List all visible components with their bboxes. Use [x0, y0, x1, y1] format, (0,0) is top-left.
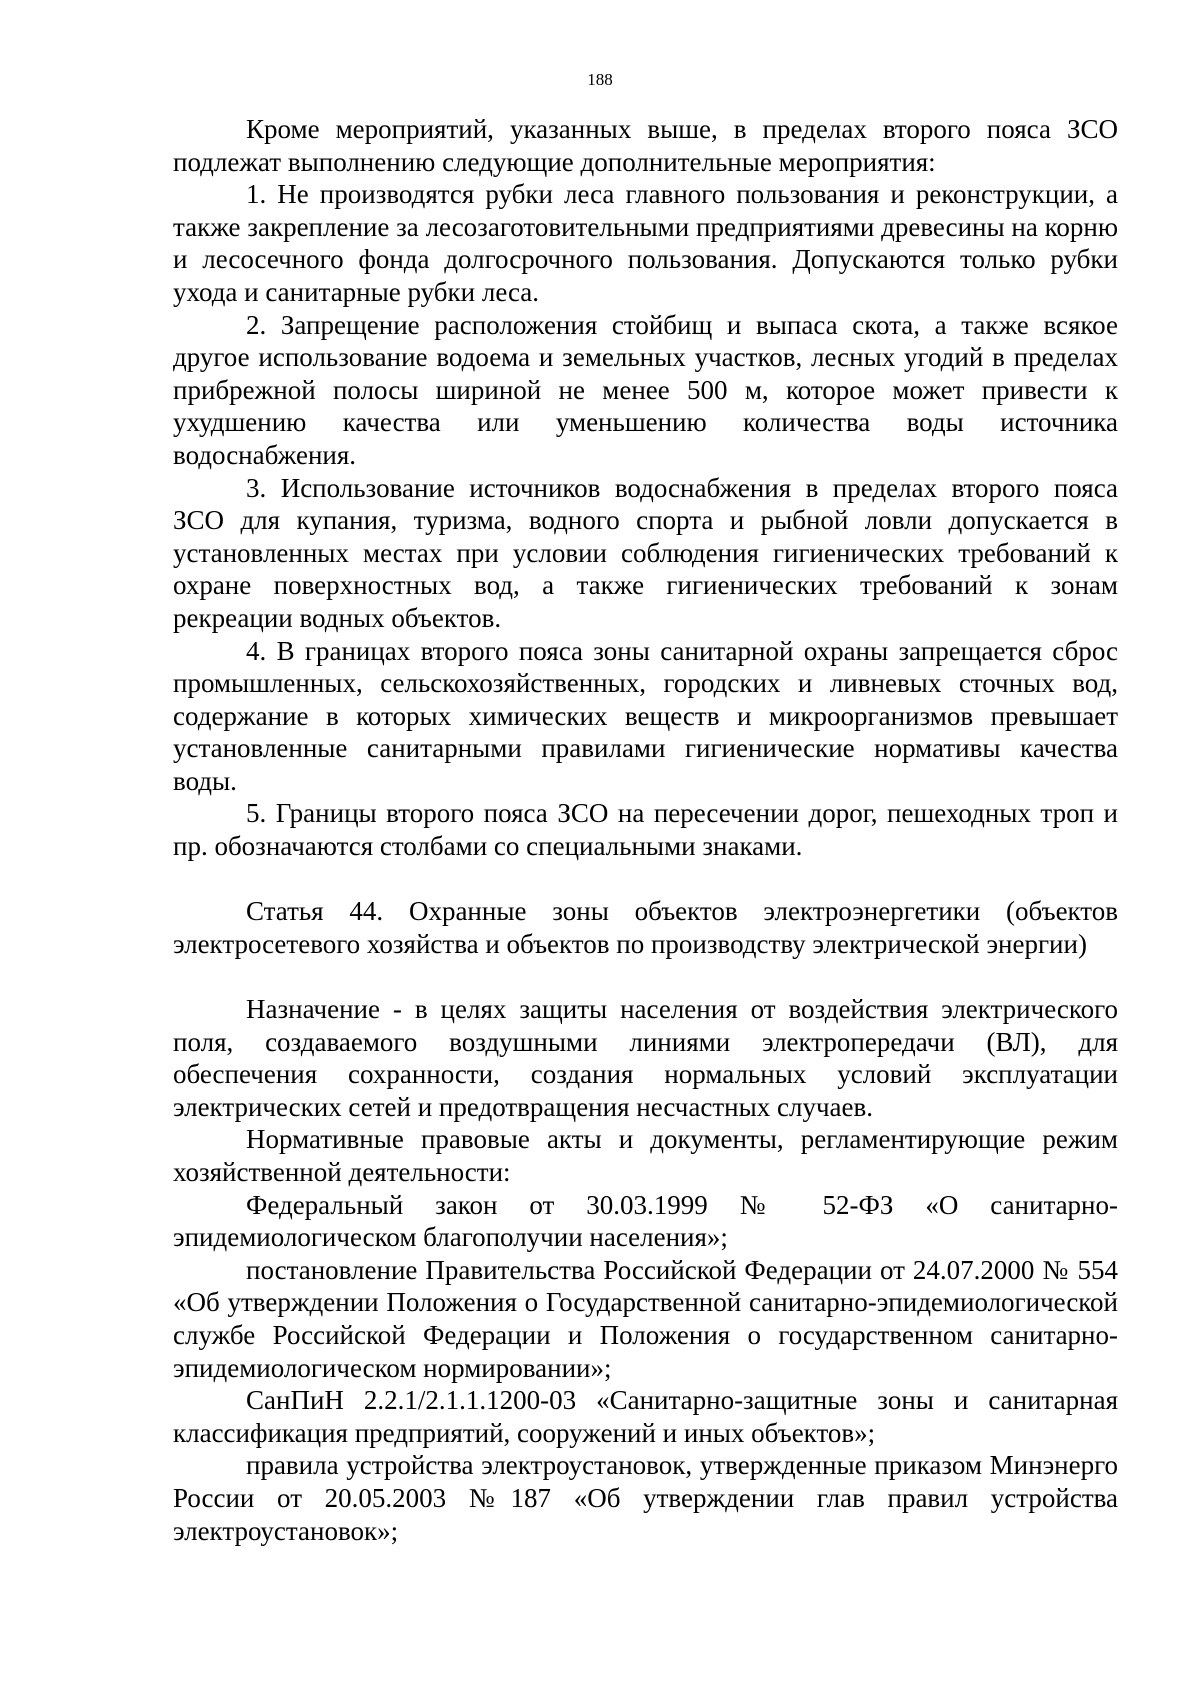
measure-item-3: 3. Использование источников водоснабжения в пределах второго пояса ЗСО для купания, туризма, водного спорта и рыбной ловли допускается в установленных местах при условии соблюдения гигиенических требований к охране поверхностных вод, а также гигиенических требований к зонам рекреации водных объектов.	[173, 472, 1118, 633]
normative-act-1: Федеральный закон от 30.03.1999 № 52-ФЗ «О санитарно-эпидемиологическом благополучии населения»;	[173, 1189, 1118, 1253]
article-title: Статья 44. Охранные зоны объектов электроэнергетики (объектов электросетевого хозяйства и объектов по производству электрической энергии)	[173, 896, 1118, 959]
normative-intro: Нормативные правовые акты и документы, регламентирующие режим хозяйственной деятельности:	[173, 1124, 1118, 1187]
page-number: 188	[587, 70, 613, 89]
measure-item-2: 2. Запрещение расположения стойбищ и выпаса скота, а также всякое другое использование водоема и земельных участков, лесных угодий в пределах прибрежной полосы шириной не менее 500 м, которое может привести к ухудшению качества или уменьшению количества воды источника водоснабжения.	[173, 309, 1118, 470]
normative-act-2: постановление Правительства Российской Федерации от 24.07.2000 № 554 «Об утверждении Положения о Государственной санитарно-эпидемиологической службе Российской Федерации и Положения о государственном санитарно-эпидемиологическом нормировании»;	[173, 1254, 1118, 1383]
measure-item-1: 1. Не производятся рубки леса главного пользования и реконструкции, а также закрепление за лесозаготовительными предприятиями древесины на корню и лесосечного фонда долгосрочного пользования. Допускаются только рубки ухода и санитарные рубки леса.	[173, 179, 1118, 307]
intro-paragraph: Кроме мероприятий, указанных выше, в пределах второго пояса ЗСО подлежат выполнению следующие дополнительные мероприятия:	[173, 114, 1118, 177]
normative-act-3: СанПиН 2.2.1/2.1.1.1200-03 «Санитарно-защитные зоны и санитарная классификация предприятий, сооружений и иных объектов»;	[173, 1385, 1118, 1448]
measure-item-5: 5. Границы второго пояса ЗСО на пересечении дорог, пешеходных троп и пр. обозначаются столбами со специальными знаками.	[173, 798, 1118, 862]
document-body	[173, 113, 1118, 1547]
purpose-paragraph: Назначение - в целях защиты населения от воздействия электрического поля, создаваемого воздушными линиями электропередачи (ВЛ), для обеспечения сохранности, создания нормальных условий эксплуатации электрических сетей и предотвращения несчастных случаев.	[173, 994, 1118, 1122]
measure-item-4: 4. В границах второго пояса зоны санитарной охраны запрещается сброс промышленных, сельскохозяйственных, городских и ливневых сточных вод, содержание в которых химических веществ и микроорганизмов превышает установленные санитарными правилами гигиенические нормативы качества воды.	[173, 635, 1118, 796]
normative-act-4: правила устройства электроустановок, утвержденные приказом Минэнерго России от 20.05.2003 №187 «Об утверждении глав правил устройства электроустановок»;	[173, 1450, 1118, 1546]
